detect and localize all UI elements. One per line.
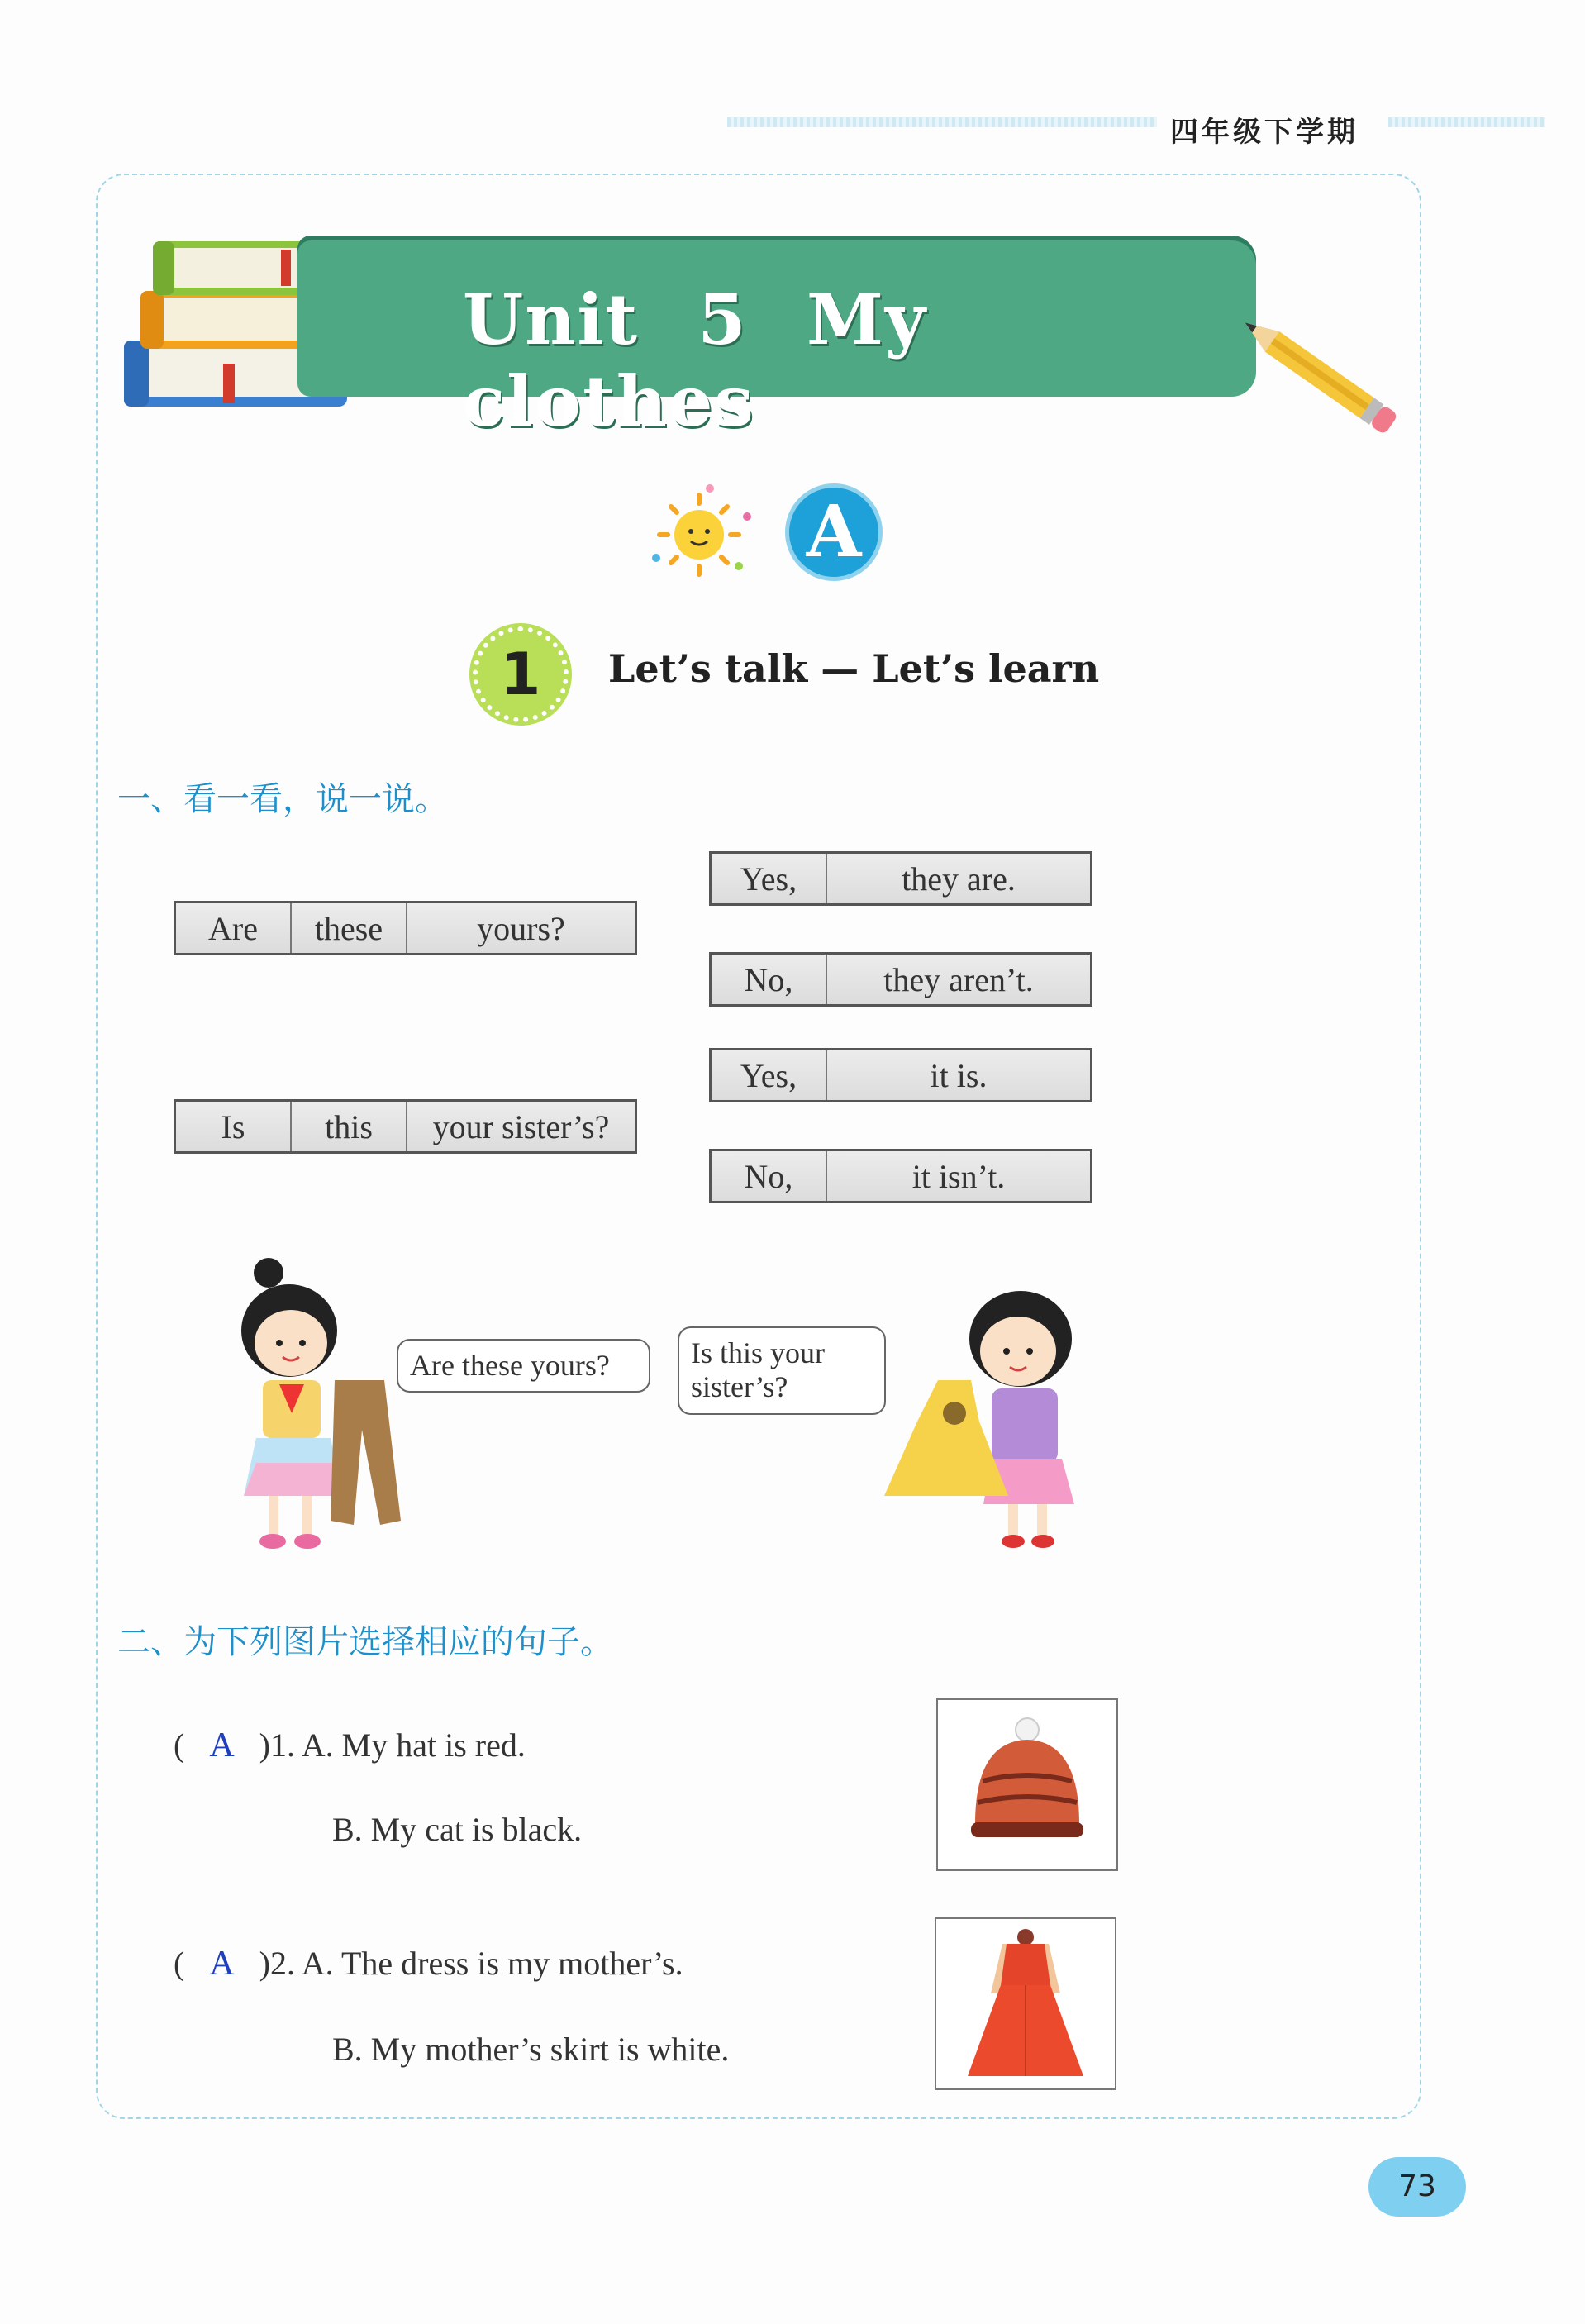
part2-heading: 二、为下列图片选择相应的句子。 [117,1623,613,1661]
hat-picture [936,1698,1118,1871]
speech-bubble-2: Is this your sister’s? [678,1326,886,1415]
header-stripe [727,117,1157,127]
section-a-badge: A [785,483,883,581]
box-cell: your sister’s? [432,1107,610,1145]
answer-box-1 [709,851,1092,906]
grade-header [727,109,1545,149]
grade-label: 四年级下学期 [1157,109,1372,150]
lesson-title: Let’s talk — Let’s learn [608,646,1100,691]
box-cell: No, [712,955,827,1004]
paren-open: ( [174,1726,185,1764]
hat-icon [938,1700,1116,1869]
question-box-2 [174,1099,637,1154]
paren-open: ( [174,1945,185,1982]
girl-with-dress-illustration [876,1281,1116,1554]
sun-icon [648,483,755,583]
box-cell: Are [176,903,292,953]
answer-1: A [209,1726,235,1764]
lesson-number-badge: 1 [473,626,569,722]
unit-title-banner [297,236,1256,442]
answer-box-3 [709,1048,1092,1102]
option-a: A. My hat is red. [301,1726,526,1764]
box-cell: No, [712,1151,827,1201]
question-box-1 [174,901,637,955]
unit-title: Unit 5 My clothes [463,279,927,442]
box-cell: it is. [930,1056,988,1094]
box-cell: they are. [902,860,1016,898]
box-cell: yours? [477,909,565,947]
girl-with-trousers-illustration [231,1248,430,1562]
part1-heading: 一、看一看，说一说。 [117,780,448,818]
option-b-1: B. My cat is black. [332,1811,583,1848]
dress-picture [935,1917,1116,2090]
dress-icon [936,1919,1115,2088]
page-number: 73 [1368,2157,1466,2217]
question-1 [174,1726,526,1765]
speech-bubble-1: Are these yours? [397,1339,650,1393]
box-cell: they aren’t. [883,960,1034,998]
answer-box-4 [709,1149,1092,1203]
header-stripe [1388,117,1545,127]
answer-box-2 [709,952,1092,1007]
box-cell: Is [176,1102,292,1151]
option-b-2: B. My mother’s skirt is white. [332,2031,730,2068]
box-cell: Yes, [712,854,827,903]
answer-2: A [209,1945,235,1983]
question-number: )2. [259,1945,295,1982]
question-number: )1. [259,1726,295,1764]
option-a: A. The dress is my mother’s. [301,1945,683,1982]
box-cell: these [292,903,407,953]
pencil-icon [1207,298,1405,463]
box-cell: Yes, [712,1050,827,1100]
question-2 [174,1944,683,1983]
box-cell: it isn’t. [911,1157,1006,1195]
box-cell: this [292,1102,407,1151]
